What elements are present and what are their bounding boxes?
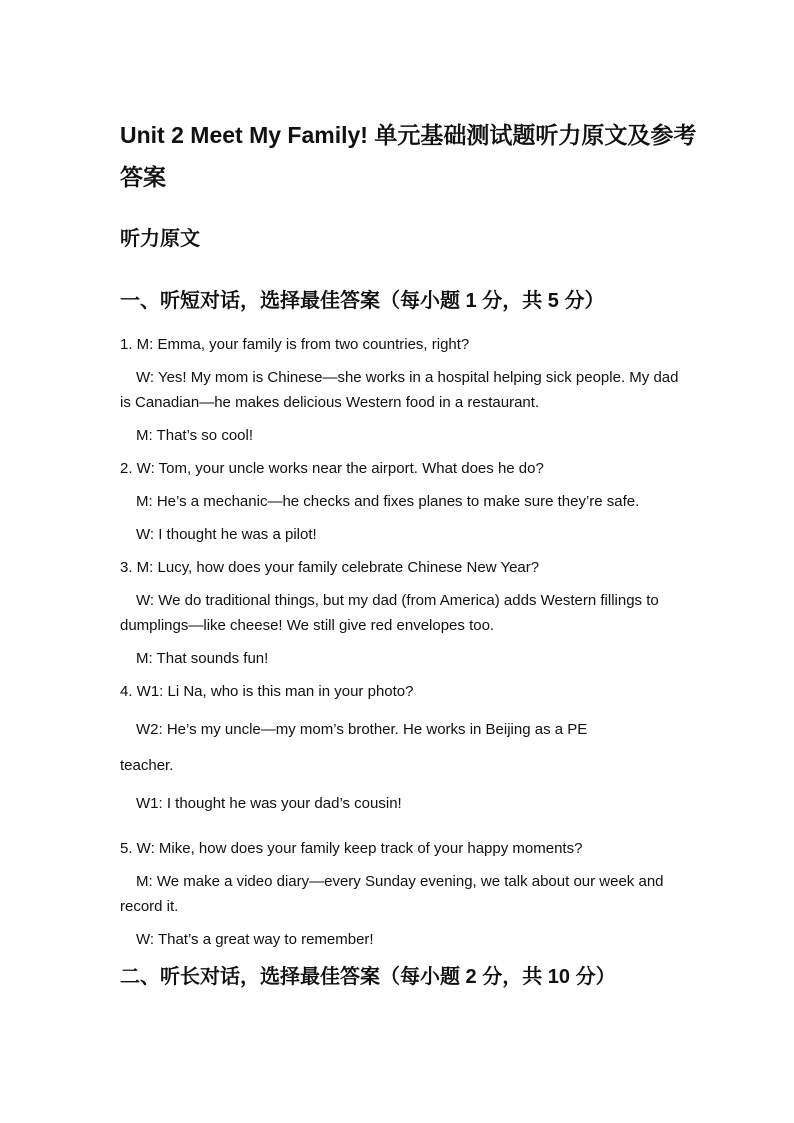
dialogue-3-line-2: W: We do traditional things, but my dad (from America) adds Western fillings to dumplings—like cheese! We still give red envelopes too. — [120, 592, 659, 634]
section-heading-part-1: 一、听短对话，选择最佳答案（每小题 1 分，共 5 分） — [120, 290, 605, 312]
dialogue-5-line-3: W: That’s a great way to remember! — [136, 931, 374, 948]
dialogue-1-line-1: 1. M: Emma, your family is from two countries, right? — [120, 336, 470, 353]
dialogue-3-line-3: M: That sounds fun! — [136, 650, 269, 667]
dialogue-4-line-2: W2: He’s my uncle—my mom’s brother. He works in Beijing as a PE — [136, 721, 588, 738]
document-title: Unit 2 Meet My Family! 单元基础测试题听力原文及参考答案 — [120, 122, 697, 190]
dialogue-2-line-1: 2. W: Tom, your uncle works near the airport. What does he do? — [120, 460, 544, 477]
dialogue-2-line-2: M: He’s a mechanic—he checks and fixes planes to make sure they’re safe. — [136, 493, 640, 510]
dialogue-2-line-3: W: I thought he was a pilot! — [136, 526, 317, 543]
section-heading-part-2: 二、听长对话，选择最佳答案（每小题 2 分，共 10 分） — [120, 966, 616, 988]
dialogue-5-line-2: M: We make a video diary—every Sunday evening, we talk about our week and record it. — [120, 873, 664, 915]
dialogue-1-line-2: W: Yes! My mom is Chinese—she works in a hospital helping sick people. My dad is Canadian—he makes delicious Western food in a restaurant. — [120, 369, 679, 411]
dialogue-5-line-1: 5. W: Mike, how does your family keep track of your happy moments? — [120, 840, 583, 857]
section-heading-transcript: 听力原文 — [120, 228, 200, 250]
dialogue-4-line-3: teacher. — [120, 757, 174, 774]
dialogue-4-line-4: W1: I thought he was your dad’s cousin! — [136, 795, 402, 812]
dialogue-3-line-1: 3. M: Lucy, how does your family celebrate Chinese New Year? — [120, 559, 540, 576]
dialogue-4-line-1: 4. W1: Li Na, who is this man in your photo? — [120, 683, 414, 700]
dialogue-1-line-3: M: That’s so cool! — [136, 427, 253, 444]
